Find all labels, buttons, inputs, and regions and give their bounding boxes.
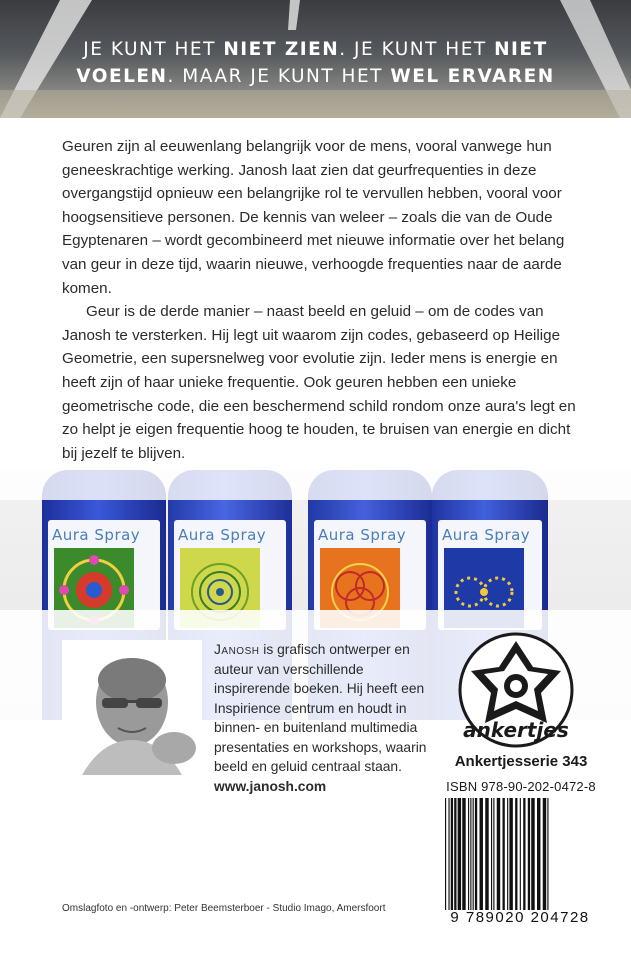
barcode-bar [520, 798, 521, 910]
bottle-label-title: Aura Spray [318, 526, 407, 544]
barcode-bar [523, 798, 525, 910]
banner-segment: NIET ZIEN [223, 39, 340, 60]
barcode-bar [537, 798, 540, 910]
blurb-paragraph-1: Geuren zijn al eeuwenlang belangrijk voor de mens, vooral vanwege hun geneeskrachtige werking. Janosh laat zien dat geurfrequenties in deze overgangstijd opnieuw een belangrijke rol te vervullen hebben, vooral voor hoogsensitieve personen. De kennis van weleer – zoals die van de Oude Egyptenaren – wordt gecombineerd met nieuwe informatie over het belang van geur in deze tijd, waarin nieuwe, verhoogde frequenties naar de aarde komen. [62, 138, 565, 297]
barcode-bar [475, 798, 477, 910]
series-number: Ankertjesserie 343 [454, 753, 588, 770]
barcode-bar [485, 798, 488, 910]
barcode-bar [445, 798, 446, 910]
bottle-label-title: Aura Spray [52, 526, 141, 544]
ankertjes-logo-icon [457, 631, 575, 749]
barcode-bar [531, 798, 534, 910]
bottle-label-title: Aura Spray [178, 526, 267, 544]
barcode-bar [507, 798, 508, 910]
barcode-bar [509, 798, 512, 910]
barcode-bar [473, 798, 474, 910]
author-portrait [62, 640, 202, 775]
barcode-bar [493, 798, 494, 910]
barcode-bar [462, 798, 465, 910]
barcode-digits: 9 789020 204728 [450, 909, 590, 926]
barcode-bar [515, 798, 517, 910]
barcode-bar [528, 798, 530, 910]
barcode-bar [497, 798, 500, 910]
barcode-bar [448, 798, 449, 910]
photo-fade-top [0, 470, 631, 500]
barcode-bar [503, 798, 505, 910]
barcode-bar [451, 798, 453, 910]
author-name: Janosh [214, 642, 260, 657]
banner-segment: NIET [494, 39, 548, 60]
banner-segment: . JE KUNT HET [339, 39, 495, 60]
barcode-bar [468, 798, 469, 910]
barcode-bar [547, 798, 548, 910]
blurb [62, 135, 582, 465]
banner-slogan [0, 36, 631, 90]
isbn: ISBN 978-90-202-0472-8 [446, 779, 596, 794]
banner-segment: JE KUNT HET [83, 39, 224, 60]
blurb-paragraph-2: Geur is de derde manier – naast beeld en geluid – om de codes van Janosh te versterken. Hij legt uit waarom zijn codes, gebaseerd op Heilige Geometrie, een supersnelweg voor evolutie zijn. Ieder mens is energie en heeft zijn of haar unieke frequentie. Ook geuren hebben een unieke geometrische code, die een beschermend schild rondom onze aura's legt en zo helpt je eigen frequentie hoog te houden, te bruisen van energie en dicht bij jezelf te blijven. [62, 303, 576, 462]
barcode-bar [543, 798, 546, 910]
banner-segment: VOELEN [76, 66, 168, 87]
barcode-bar [491, 798, 492, 910]
banner-line-2 [0, 63, 631, 90]
barcode-bar [470, 798, 471, 910]
banner-segment: WEL ERVAREN [390, 66, 555, 87]
banner-line-1 [0, 36, 631, 63]
author-website-link[interactable]: www.janosh.com [214, 778, 327, 794]
barcode [441, 798, 601, 910]
banner-segment: . MAAR JE KUNT HET [167, 66, 391, 87]
barcode-bar [480, 798, 483, 910]
road-banner [0, 0, 631, 118]
author-photo [62, 640, 202, 775]
cover-credits: Omslagfoto en -ontwerp: Peter Beemsterboer - Studio Imago, Amersfoort [62, 903, 386, 914]
bottle-label-title: Aura Spray [442, 526, 531, 544]
barcode-bar [454, 798, 456, 910]
barcode-bar [458, 798, 461, 910]
author-bio [214, 640, 439, 796]
author-bio-text: is grafisch ontwerper en auteur van verschillende inspirerende boeken. Hij heeft een Inspirience centrum en houdt in binnen- en buitenland multimedia presentaties en workshops, waarin beeld en geluid centraal staan. [214, 642, 427, 774]
logo-text: ankertjes [463, 718, 569, 742]
